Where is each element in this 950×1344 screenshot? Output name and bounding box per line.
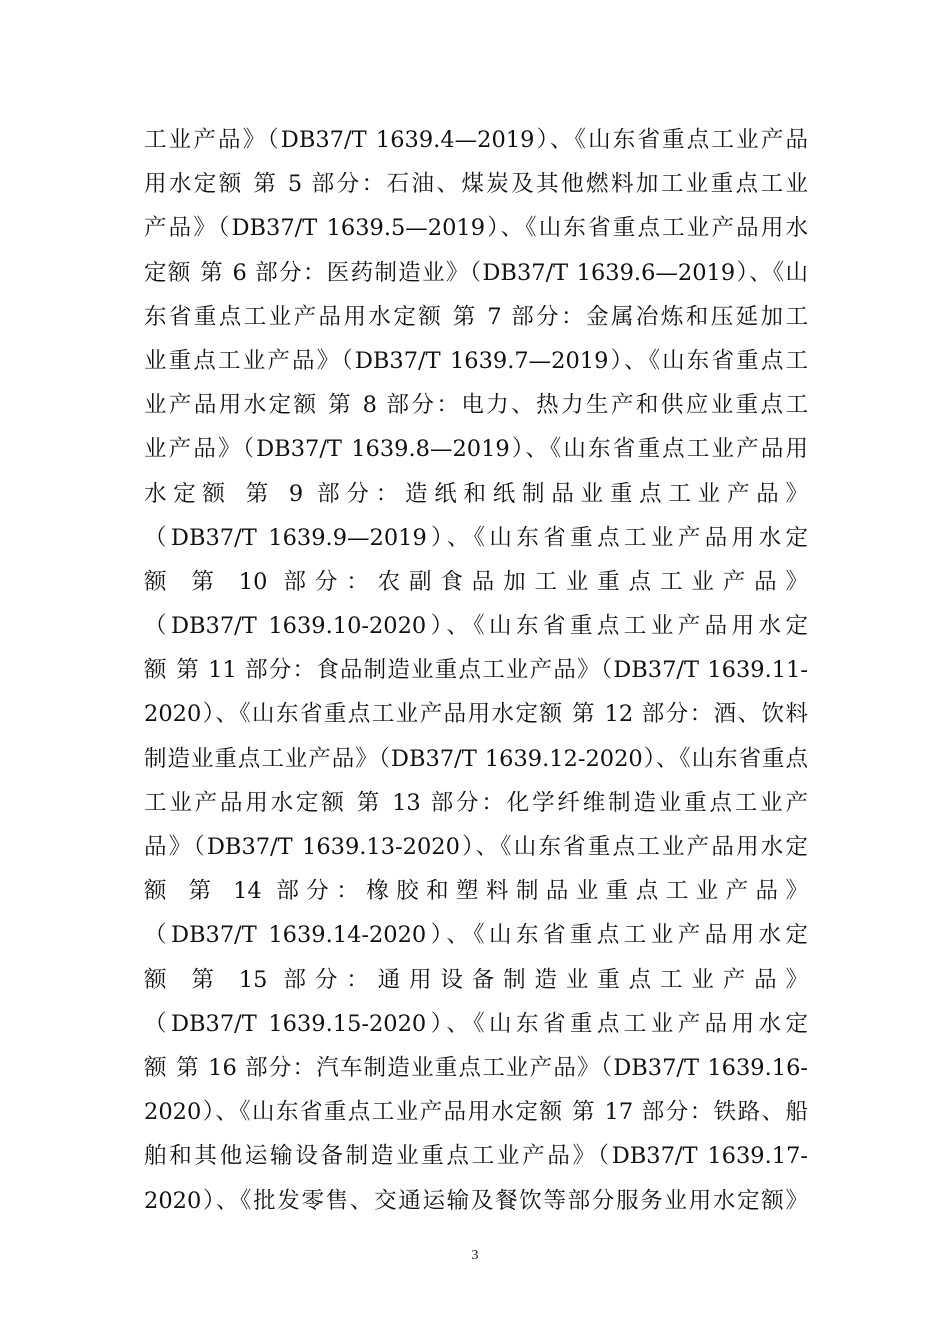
page-number: 3 xyxy=(471,1248,479,1263)
text-line: （DB37/T 1639.14-2020）、《山东省重点工业产品用水定 xyxy=(144,922,808,949)
text-line: 业产品》（DB37/T 1639.8—2019）、《山东省重点工业产品用 xyxy=(144,436,808,463)
text-line: 额 第 10 部分：农副食品加工业重点工业产品》 xyxy=(144,568,808,595)
text-line: 2020）、《批发零售、交通运输及餐饮等部分服务业用水定额》 xyxy=(144,1187,808,1214)
text-line: 东省重点工业产品用水定额 第 7 部分：金属冶炼和压延加工 xyxy=(144,303,808,330)
text-line: 工业产品》（DB37/T 1639.4—2019）、《山东省重点工业产品 xyxy=(144,127,808,153)
text-line: 2020）、《山东省重点工业产品用水定额 第 17 部分：铁路、船 xyxy=(144,1099,808,1126)
text-line: 额 第 14 部分：橡胶和塑料制品业重点工业产品》 xyxy=(144,878,808,905)
text-line: 水定额 第 9 部分：造纸和纸制品业重点工业产品》 xyxy=(144,480,808,507)
text-line: 制造业重点工业产品》（DB37/T 1639.12-2020）、《山东省重点 xyxy=(144,745,808,772)
text-line: （DB37/T 1639.10-2020）、《山东省重点工业产品用水定 xyxy=(144,613,808,640)
text-line: 品》（DB37/T 1639.13-2020）、《山东省重点工业产品用水定 xyxy=(144,834,808,860)
text-line: 产品》（DB37/T 1639.5—2019）、《山东省重点工业产品用水 xyxy=(144,215,808,242)
text-line: 额 第 16 部分：汽车制造业重点工业产品》（DB37/T 1639.16- xyxy=(144,1054,808,1081)
text-line: （DB37/T 1639.9—2019）、《山东省重点工业产品用水定 xyxy=(144,524,808,551)
text-line: 舶和其他运输设备制造业重点工业产品》（DB37/T 1639.17- xyxy=(144,1143,808,1170)
text-line: 额 第 11 部分：食品制造业重点工业产品》（DB37/T 1639.11- xyxy=(144,657,808,684)
text-line: 定额 第 6 部分：医药制造业》（DB37/T 1639.6—2019）、《山 xyxy=(144,259,808,286)
text-line: 工业产品用水定额 第 13 部分：化学纤维制造业重点工业产 xyxy=(144,789,808,816)
body-paragraph xyxy=(144,118,808,1223)
text-line: 业产品用水定额 第 8 部分：电力、热力生产和供应业重点工 xyxy=(144,392,808,419)
text-line: 2020）、《山东省重点工业产品用水定额 第 12 部分：酒、饮料 xyxy=(144,701,808,728)
text-line: 业重点工业产品》（DB37/T 1639.7—2019）、《山东省重点工 xyxy=(144,347,808,374)
text-line: 额 第 15 部分：通用设备制造业重点工业产品》 xyxy=(144,966,808,993)
text-line: 用水定额 第 5 部分：石油、煤炭及其他燃料加工业重点工业 xyxy=(144,171,808,198)
text-line: （DB37/T 1639.15-2020）、《山东省重点工业产品用水定 xyxy=(144,1010,808,1037)
